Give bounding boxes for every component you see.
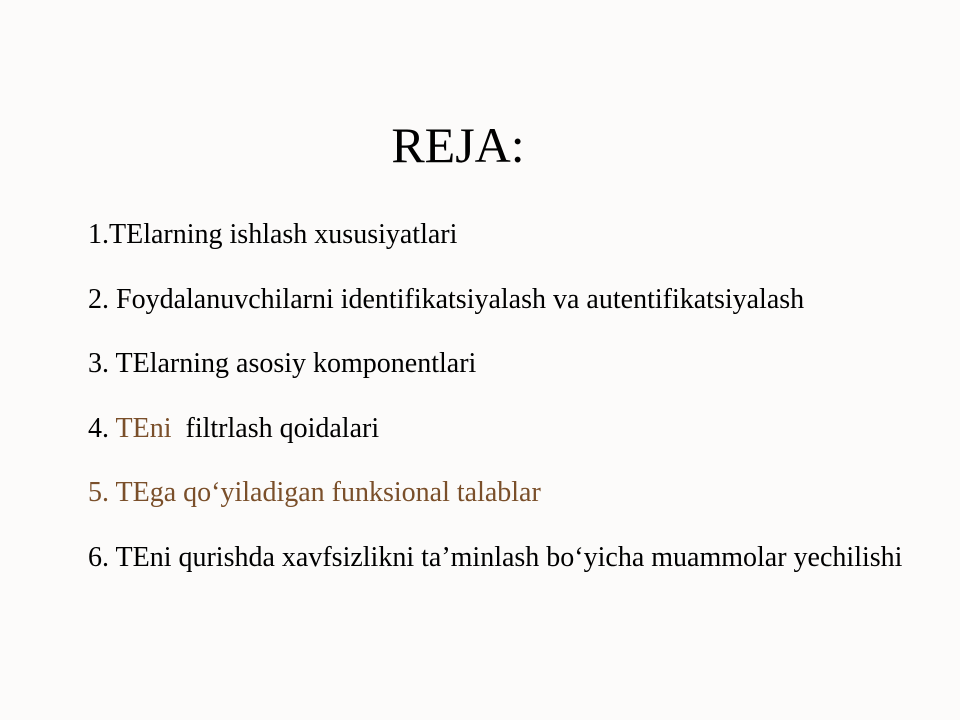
agenda-item-text: TEga qo‘yiladigan funksional talablar	[115, 477, 541, 508]
slide-title: REJA:	[391, 117, 525, 173]
agenda-item-5	[88, 471, 928, 515]
agenda-item-6	[88, 526, 928, 590]
agenda-item-number: 2.	[88, 283, 116, 315]
agenda-item-text: TElarning ishlash xususiyatlari	[109, 219, 458, 250]
agenda-item-number: 5.	[88, 477, 116, 508]
agenda-item-text: filtrlash qoidalari	[171, 412, 380, 444]
agenda-item-text: Foydalanuvchilarni identifikatsiyalash va autentifikatsiyalash	[116, 283, 805, 315]
agenda-list	[88, 213, 928, 610]
agenda-item-number: 4.	[88, 412, 116, 444]
agenda-item-text: TElarning asosiy komponentlari	[115, 348, 477, 379]
agenda-item-number: 1.	[88, 219, 109, 250]
agenda-item-3	[88, 342, 928, 386]
agenda-item-2	[88, 278, 928, 322]
agenda-item-1	[88, 213, 928, 257]
agenda-item-number: 6.	[88, 541, 116, 573]
agenda-item-highlight: TEni	[115, 412, 172, 444]
agenda-item-text: TEni qurishda xavfsizlikni ta’minlash bo‘yicha muammolar yechilishi	[115, 541, 903, 573]
agenda-item-4	[88, 407, 928, 451]
agenda-item-number: 3.	[88, 348, 116, 379]
